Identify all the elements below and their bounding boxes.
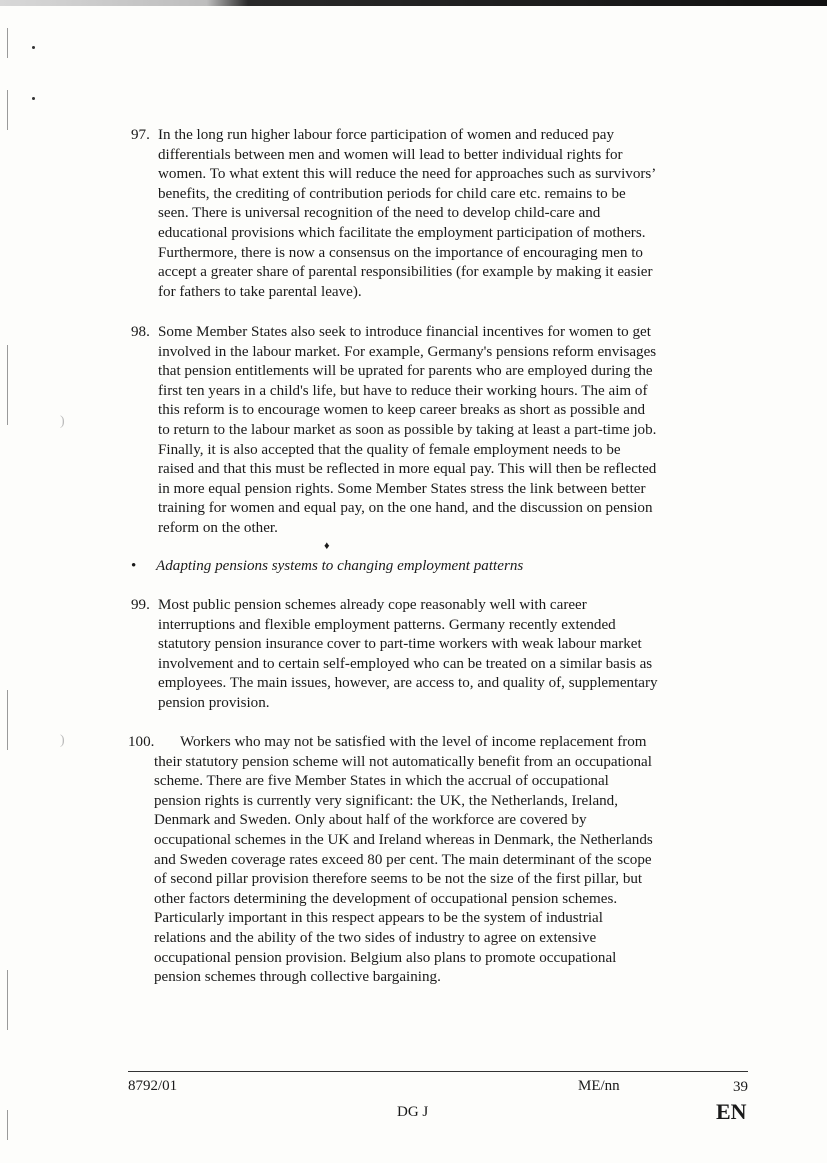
text-line: employees. The main issues, however, are access to, and quality of, supplementary [158,675,658,692]
paragraph-body [128,733,708,988]
text-line: statutory pension insurance cover to part-time workers with weak labour market [158,636,642,653]
text-line: differentials between men and women will lead to better individual rights for [158,146,623,163]
text-line: of second pillar provision therefore seems to be not the size of the first pillar, but [154,871,643,888]
footer-page-number: 39 [733,1079,748,1095]
margin-dot [32,46,35,49]
text-line: Workers who may not be satisfied with the level of income replacement from [180,734,647,750]
paragraph-number: 98. [131,324,150,340]
bullet-symbol: • [131,558,137,574]
scan-speck: ♦ [324,540,330,552]
paragraph-body [131,323,711,539]
text-line: benefits, the crediting of contribution periods for child care etc. remains to be [158,185,626,202]
text-line: Denmark and Sweden. Only about half of the workforce are covered by [154,812,587,829]
text-line: Finally, it is also accepted that the quality of female employment needs to be [158,441,621,458]
paragraph-number: 100. [128,734,155,750]
margin-line [7,970,8,1030]
text-line: this reform is to encourage women to keep career breaks as short as possible and [158,402,646,419]
text-line: training for women and equal pay, on the one hand, and the discussion on pension [158,500,653,517]
text-line: and Sweden coverage rates exceed 80 per cent. The main determinant of the scope [154,851,652,868]
text-line: that pension entitlements will be uprated for parents who are employed during the [158,363,653,380]
section-bullet-heading [131,557,523,577]
text-line: involvement and to certain self-employed who can be treated on a similar basis as [158,655,653,672]
margin-line [7,28,8,58]
margin-line [7,345,8,425]
text-line: interruptions and flexible employment patterns. Germany recently extended [158,616,616,633]
text-line: scheme. There are five Member States in which the accrual of occupational [154,773,609,790]
paragraph-100 [128,733,708,988]
text-line: pension provision. [158,694,270,711]
text-line: Furthermore, there is now a consensus on the importance of encouraging men to [158,244,643,261]
margin-line [7,690,8,750]
paragraph-body [131,596,711,714]
paragraph-99 [131,596,711,714]
text-line: relations and the ability of the two sides of industry to agree on extensive [154,929,597,946]
text-line: educational provisions which facilitate the employment participation of mothers. [158,224,646,241]
text-line: Particularly important in this respect appears to be the system of industrial [154,910,603,927]
margin-line [7,90,8,130]
footer-language: EN [716,1099,747,1124]
text-line: raised and that this must be reflected in more equal pay. This will then be reflected [158,461,657,478]
margin-line [7,1110,8,1140]
text-line: involved in the labour market. For example, Germany's pensions reform envisages [158,343,657,360]
margin-mark: ) [60,733,65,748]
text-line: occupational pension provision. Belgium also plans to promote occupational [154,949,617,966]
text-line: occupational schemes in the UK and Ireland whereas in Denmark, the Netherlands [154,831,653,848]
text-line: for fathers to take parental leave). [158,283,362,300]
footer-doc-number: 8792/01 [128,1078,178,1094]
text-line: pension rights is currently very significant: the UK, the Netherlands, Ireland, [154,792,619,809]
bullet-heading-text: Adapting pensions systems to changing employment patterns [156,558,524,574]
text-line: Some Member States also seek to introduce financial incentives for women to get [158,324,651,340]
text-line: Most public pension schemes already cope reasonably well with career [158,597,587,613]
text-line: accept a greater share of parental responsibilities (for example by making it easier [158,264,653,281]
footer-directorate: DG J [397,1104,429,1120]
text-line: to return to the labour market as soon as possible by taking at least a part-time job. [158,421,657,438]
text-line: reform on the other. [158,519,278,536]
paragraph-body [131,126,711,302]
margin-dot [32,97,35,100]
paragraph-number: 97. [131,127,150,143]
scan-edge-artifact [0,0,827,6]
text-line: seen. There is universal recognition of the need to develop child-care and [158,205,601,222]
footer-initials: ME/nn [578,1078,620,1094]
text-line: pension schemes through collective bargaining. [154,969,441,986]
paragraph-number: 99. [131,597,150,613]
text-line: in more equal pension rights. Some Member States stress the link between better [158,480,646,497]
margin-mark: ) [60,414,65,429]
text-line: women. To what extent this will reduce the need for approaches such as survivors’ [158,166,657,183]
text-line: other factors determining the development of occupational pension schemes. [154,890,618,907]
text-line: their statutory pension scheme will not automatically benefit from an occupational [154,753,652,770]
text-line: In the long run higher labour force participation of women and reduced pay [158,127,615,143]
paragraph-97 [131,126,711,302]
footer-rule [128,1071,748,1072]
text-line: first ten years in a child's life, but have to reduce their working hours. The aim of [158,382,648,399]
paragraph-98 [131,323,711,539]
